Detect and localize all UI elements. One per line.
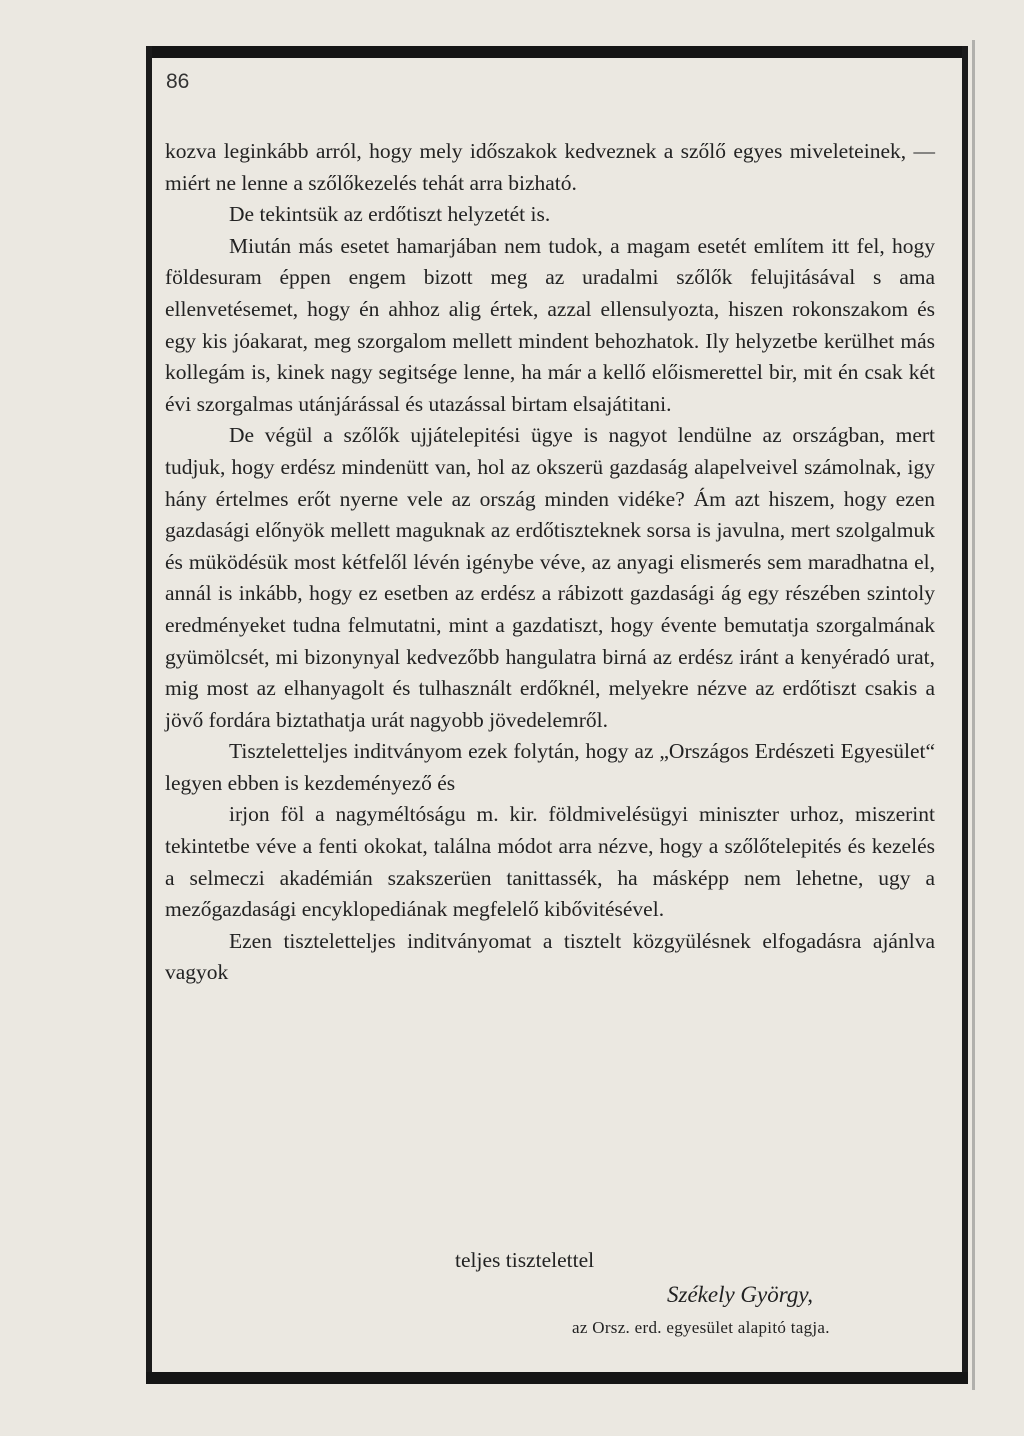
author-signature: Székely György, bbox=[667, 1282, 814, 1307]
bottom-border-rule bbox=[146, 1372, 968, 1384]
left-border-rule bbox=[146, 46, 152, 1384]
top-border-rule bbox=[146, 46, 968, 58]
paragraph: Tiszteletteljes inditványom ezek folytán, hogy az „Országos Erdészeti Egyesület“ legyen ebben is kezdeményező és bbox=[165, 739, 935, 795]
page-number: 86 bbox=[166, 70, 190, 93]
body-text bbox=[165, 136, 935, 989]
author-affiliation: az Orsz. erd. egyesület alapitó tagja. bbox=[572, 1318, 830, 1337]
right-border-rule bbox=[962, 46, 968, 1384]
page-edge-shadow bbox=[972, 40, 975, 1390]
paragraph: De tekintsük az erdőtiszt helyzetét is. bbox=[229, 202, 551, 227]
closing-formula: teljes tisztelettel bbox=[455, 1248, 595, 1272]
paragraph: Miután más esetet hamarjában nem tudok, a magam esetét említem itt fel, hogy földesuram éppen engem bizott meg az uradalmi szőlők felujitásával s ama ellenvetésemet, hogy én ahhoz alig értek, azzal ellensulyozta, hiszen rokonszakom és egy kis jóakarat, meg szorgalom mellett mindent behozhatok. Ily helyzetbe kerülhet más kollegám is, kinek nagy segitsége lenne, ha már a kellő előismerettel bir, mit én csak két évi szorgalmas utánjárással és utazással birtam elsajátitani. bbox=[165, 233, 935, 416]
paragraph: De végül a szőlők ujjátelepitési ügye is nagyot lendülne az országban, mert tudjuk, hogy erdész mindenütt van, hol az okszerü gazdaság alapelveivel számolnak, igy hány értelmes erőt nyerne vele az ország minden vidéke? Ám azt hiszem, hogy ezen gazdasági előnyök mellett maguknak az erdőtiszteknek sorsa is javulna, mert szolgalmuk és müködésük most kétfelől lévén igénybe véve, az anyagi elismerés sem maradhatna el, annál is inkább, hogy ez esetben az erdész a rábizott gazdasági ág egy részében szintoly eredményeket tudna felmutatni, mint a gazdatiszt, hogy évente bemutatja szorgalmának gyümölcsét, mi bizonynyal kedvezőbb hangulatra birná az erdész iránt a kenyéradó urat, mig most az elhanyagolt és tulhasznált erdőknél, melyekre nézve az erdőtiszt csakis a jövő fordára biztathatja urát nagyobb jövedelemről. bbox=[165, 423, 935, 732]
paragraph: Ezen tiszteletteljes inditványomat a tisztelt közgyülésnek elfogadásra ajánlva vagyok bbox=[165, 928, 935, 985]
paragraph: irjon föl a nagyméltóságu m. kir. földmivelésügyi miniszter urhoz, miszerint tekintetbe véve a fenti okokat, találna módot arra nézve, hogy a szőlőtelepités és kezelés a selmeczi akadémián szakszerüen tanittassék, ha másképp nem lehetne, ugy a mezőgazdasági encyklopediának megfelelő kibővitésével. bbox=[165, 802, 935, 922]
paragraph: kozva leginkább arról, hogy mely időszakok kedveznek a szőlő egyes miveleteinek, — miért ne lenne a szőlőkezelés tehát arra bizható. bbox=[165, 139, 935, 195]
